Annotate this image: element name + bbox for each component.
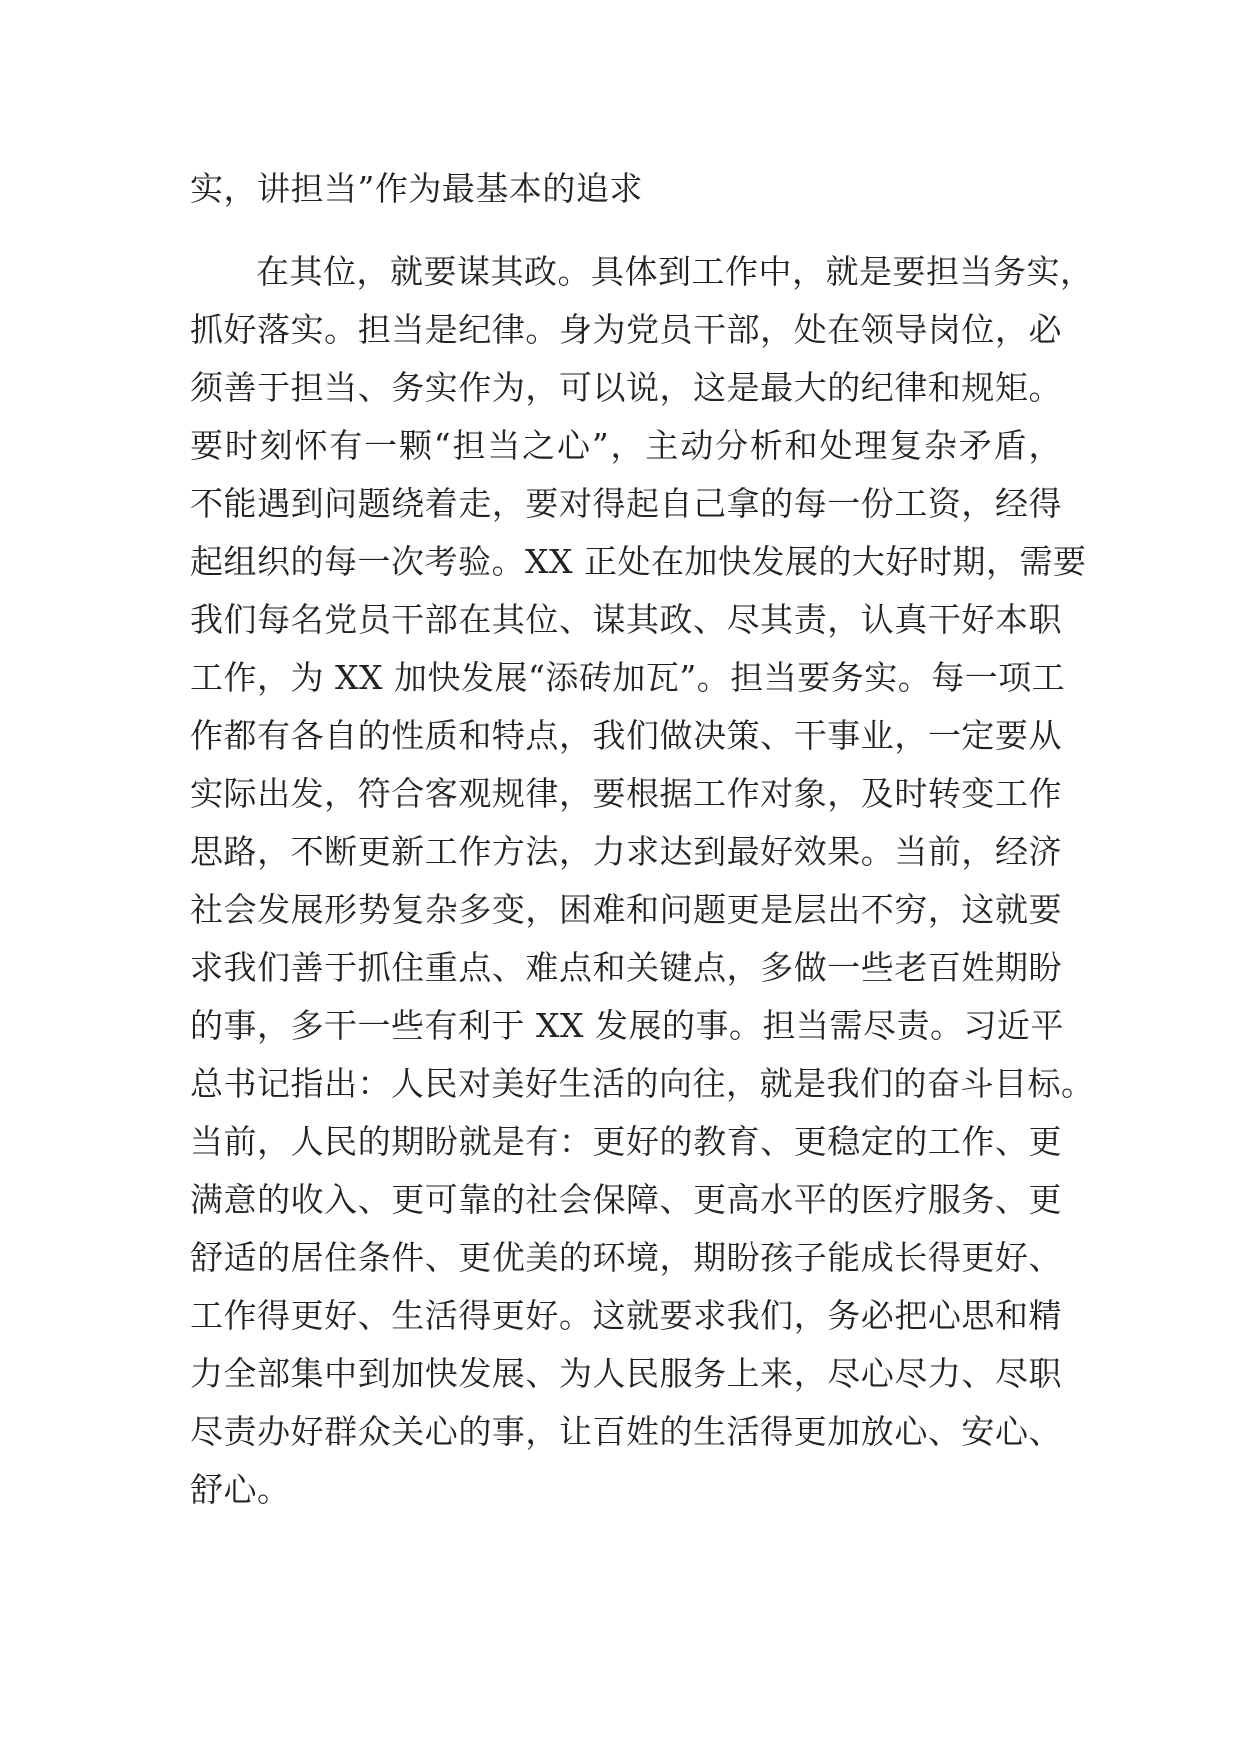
paragraph-line: 我们每名党员干部在其位、谋其政、尽其责，认真干好本职	[190, 600, 1062, 639]
paragraph-line: 尽责办好群众关心的事，让百姓的生活得更加放心、安心、	[190, 1412, 1062, 1451]
paragraph-line: 满意的收入、更可靠的社会保障、更高水平的医疗服务、更	[190, 1180, 1062, 1219]
paragraph-line: 作都有各自的性质和特点，我们做决策、干事业，一定要从	[190, 716, 1062, 755]
heading-line: 实，讲担当”作为最基本的追求	[190, 169, 643, 208]
body-paragraph	[190, 243, 1095, 1519]
paragraph-line: 求我们善于抓住重点、难点和关键点，多做一些老百姓期盼	[190, 948, 1062, 987]
paragraph-line: 的事，多干一些有利于 XX 发展的事。担当需尽责。习近平	[190, 1006, 1064, 1045]
paragraph-line: 思路，不断更新工作方法，力求达到最好效果。当前，经济	[190, 832, 1062, 871]
paragraph-line: 社会发展形势复杂多变，困难和问题更是层出不穷，这就要	[190, 890, 1062, 929]
paragraph-line: 工作得更好、生活得更好。这就要求我们，务必把心思和精	[190, 1296, 1062, 1335]
paragraph-line: 舒心。	[190, 1470, 291, 1509]
paragraph-line: 抓好落实。担当是纪律。身为党员干部，处在领导岗位，必	[190, 310, 1062, 349]
paragraph-line: 须善于担当、务实作为，可以说，这是最大的纪律和规矩。	[190, 368, 1062, 407]
paragraph-line: 舒适的居住条件、更优美的环境，期盼孩子能成长得更好、	[190, 1238, 1062, 1277]
paragraph-line: 要时刻怀有一颗“担当之心”，主动分析和处理复杂矛盾，	[190, 426, 1062, 465]
paragraph-line: 总书记指出：人民对美好生活的向往，就是我们的奋斗目标。	[190, 1064, 1095, 1103]
paragraph-line: 工作，为 XX 加快发展“添砖加瓦”。担当要务实。每一项工	[190, 658, 1066, 697]
paragraph-line: 实际出发，符合客观规律，要根据工作对象，及时转变工作	[190, 774, 1062, 813]
paragraph-line: 力全部集中到加快发展、为人民服务上来，尽心尽力、尽职	[190, 1354, 1062, 1393]
paragraph-line: 不能遇到问题绕着走，要对得起自己拿的每一份工资，经得	[190, 484, 1062, 523]
paragraph-line: 当前，人民的期盼就是有：更好的教育、更稳定的工作、更	[190, 1122, 1062, 1161]
paragraph-line: 在其位，就要谋其政。具体到工作中，就是要担当务实，	[256, 252, 1094, 291]
paragraph-line: 起组织的每一次考验。XX 正处在加快发展的大好时期，需要	[190, 542, 1087, 581]
